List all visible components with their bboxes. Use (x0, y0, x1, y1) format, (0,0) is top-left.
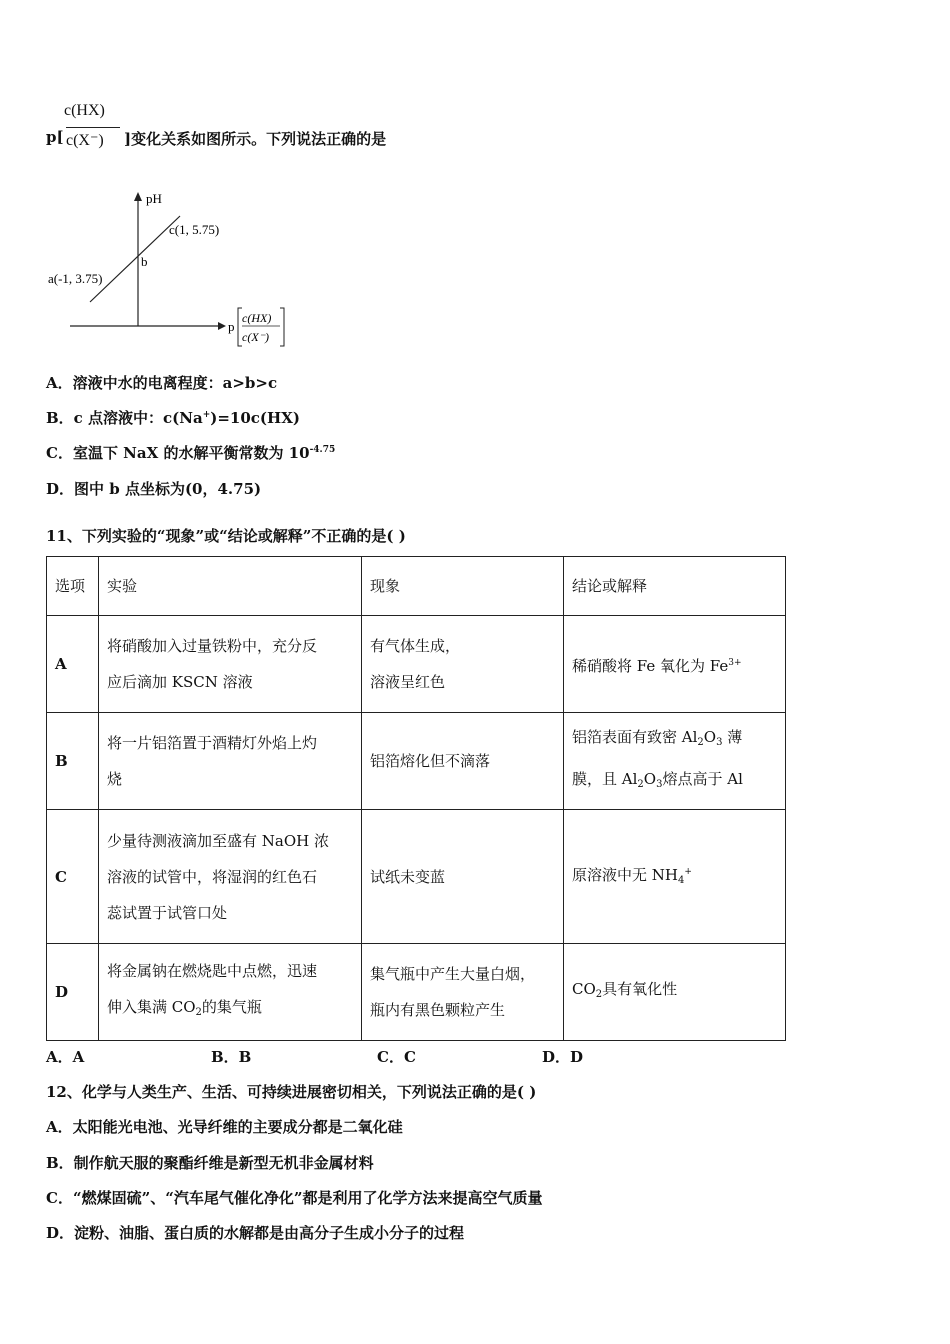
concl-text: 铝箔表面有致密 Al (572, 728, 698, 746)
concl-text: O (703, 728, 717, 746)
row-experiment-line (107, 989, 353, 1031)
q11-answer-c: C．C (377, 1048, 416, 1066)
q11-answer-b: B．B (211, 1048, 252, 1066)
q10-option-a: A．溶液中水的电离程度：a>b>c (46, 374, 278, 392)
y-axis-arrow (134, 192, 142, 201)
q11-stem: 11、下列实验的“现象”或“结论或解释”不正确的是( ) (46, 527, 406, 545)
q12-option-b: B．制作航天服的聚酯纤维是新型无机非金属材料 (46, 1154, 374, 1172)
row-key: C (47, 810, 99, 944)
row-conclusion-sub: 4 (677, 875, 685, 886)
q10-option-d: D．图中 b 点坐标为(0，4.75) (46, 480, 262, 498)
x-axis-bracket-right (280, 308, 284, 346)
row-phenomenon-line: 瓶内有黑色颗粒产生 (370, 1001, 506, 1019)
intro-fraction-denominator: c(X⁻) (66, 132, 104, 149)
header-phenomenon: 现象 (362, 557, 564, 616)
intro-prefix: p[ (46, 128, 64, 146)
concl-sub: 3 (716, 737, 723, 748)
row-experiment-line: 少量待测液滴加至盛有 NaOH 浓 (107, 831, 329, 850)
row-conclusion-text: 具有氧化性 (602, 980, 678, 998)
q12-stem: 12、化学与人类生产、生活、可持续进展密切相关，下列说法正确的是( ) (46, 1083, 537, 1101)
concl-text: 熔点高于 Al (662, 770, 743, 788)
concl-sub: 2 (697, 737, 704, 748)
q11-answer-a: A．A (46, 1048, 85, 1066)
concl-text: 膜，且 Al (572, 770, 638, 788)
row-experiment-line: 应后滴加 KSCN 溶液 (107, 673, 253, 691)
ph-graph (46, 186, 306, 356)
row-phenomenon-line: 有气体生成， (370, 637, 461, 655)
intro-fraction (60, 100, 130, 156)
q12-option-a: A．太阳能光电池、光导纤维的主要成分都是二氧化硅 (46, 1118, 403, 1136)
q12-option-c: C．“燃煤固硫”、“汽车尾气催化净化”都是利用了化学方法来提高空气质量 (46, 1189, 543, 1207)
row-experiment-line: 烧 (107, 770, 123, 788)
header-conclusion: 结论或解释 (564, 557, 786, 616)
q10-option-c (46, 442, 335, 463)
q10-option-b-pre: B．c 点溶液中：c(Na (46, 409, 203, 427)
row-key: B (47, 713, 99, 810)
header-experiment: 实验 (99, 557, 362, 616)
row-experiment-line: 将金属钠在燃烧匙中点燃，迅速 (107, 962, 318, 980)
row-phenomenon (362, 944, 564, 1041)
row-experiment (99, 944, 362, 1041)
table-header-row (47, 557, 786, 616)
table-row (47, 713, 786, 810)
row-conclusion-sup: + (684, 867, 692, 877)
row-conclusion-sub: 2 (595, 989, 603, 1000)
row-phenomenon-line: 集气瓶中产生大量白烟， (370, 965, 536, 983)
intro-fraction-numerator: c(HX) (64, 102, 105, 119)
x-axis-frac-num: c(HX) (242, 311, 272, 325)
row-phenomenon (362, 713, 564, 810)
table-row (47, 944, 786, 1041)
row-experiment-line: 将硝酸加入过量铁粉中，充分反 (107, 637, 318, 655)
q10-option-b-post: )=10c(HX) (210, 409, 300, 427)
x-axis-label-prefix: p (228, 319, 235, 334)
x-axis-frac-den: c(X⁻) (242, 330, 269, 344)
row-conclusion-line (572, 719, 777, 761)
row-experiment-line: 溶液的试管中，将湿润的红色石 (107, 867, 318, 886)
q11-answer-d: D．D (542, 1048, 584, 1066)
point-b-label: b (141, 254, 148, 269)
row-phenomenon-line: 溶液呈红色 (370, 673, 446, 691)
row-phenomenon-line: 铝箔熔化但不滴落 (370, 752, 491, 770)
row-phenomenon (362, 810, 564, 944)
point-c-label: c(1, 5.75) (169, 222, 220, 237)
intro-text: ]变化关系如图所示。下列说法正确的是 (124, 130, 387, 148)
ph-line (90, 216, 180, 302)
y-axis-label: pH (146, 191, 162, 206)
q10-option-b-sup: + (202, 410, 211, 420)
row-experiment-line: 将一片铝箔置于酒精灯外焰上灼 (107, 734, 318, 752)
row-experiment-line: 蕊试置于试管口处 (107, 903, 228, 922)
row-conclusion (564, 616, 786, 713)
concl-text: 薄 (722, 728, 743, 746)
q10-option-c-pre: C．室温下 NaX 的水解平衡常数为 10 (46, 444, 310, 462)
q12-option-d: D．淀粉、油脂、蛋白质的水解都是由高分子生成小分子的过程 (46, 1224, 465, 1242)
x-axis-arrow (218, 322, 226, 330)
row-conclusion-sup: 3+ (728, 657, 742, 668)
header-option: 选项 (47, 557, 99, 616)
row-key: D (47, 944, 99, 1041)
point-a-label: a(-1, 3.75) (48, 271, 103, 286)
q10-option-b (46, 407, 300, 428)
row-phenomenon (362, 616, 564, 713)
row-key: A (47, 616, 99, 713)
intro-fraction-bar (66, 127, 120, 128)
row-phenomenon-line: 试纸未变蓝 (370, 867, 446, 886)
row-conclusion-text: CO (572, 980, 596, 998)
row-conclusion-line (572, 761, 777, 803)
concl-text: O (643, 770, 657, 788)
concl-sub: 2 (637, 779, 644, 790)
row-conclusion-text: 原溶液中无 NH (572, 866, 678, 884)
row-conclusion (564, 944, 786, 1041)
concl-sub: 3 (656, 779, 663, 790)
row-experiment (99, 810, 362, 944)
q10-option-c-sup: -4.75 (309, 445, 336, 455)
exp-text: 的集气瓶 (201, 998, 262, 1016)
exp-sub: 2 (195, 1007, 202, 1018)
row-experiment (99, 616, 362, 713)
table-row (47, 616, 786, 713)
row-experiment (99, 713, 362, 810)
experiment-table (46, 556, 786, 1041)
row-conclusion (564, 810, 786, 944)
row-conclusion-text: 稀硝酸将 Fe 氧化为 Fe (572, 656, 729, 675)
exp-text: 伸入集满 CO (107, 998, 196, 1016)
table-row (47, 810, 786, 944)
row-conclusion (564, 713, 786, 810)
